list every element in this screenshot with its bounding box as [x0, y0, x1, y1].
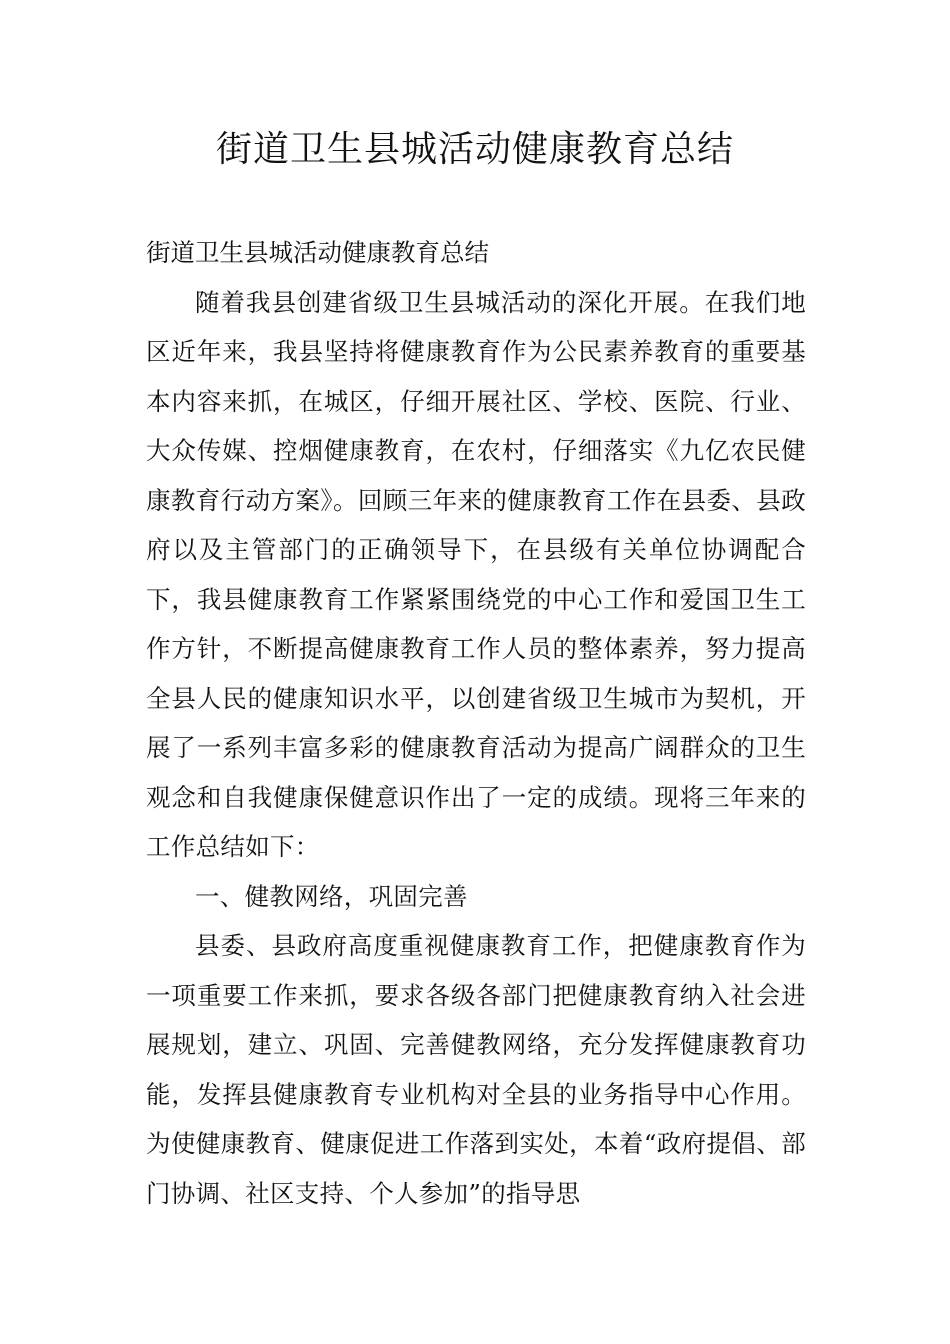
document-subtitle: 街道卫生县城活动健康教育总结	[146, 238, 489, 267]
paragraph-intro: 随着我县创建省级卫生县城活动的深化开展。在我们地区近年来，我县坚持将健康教育作为公民素养教育的重要基本内容来抓，在城区，仔细开展社区、学校、医院、行业、大众传媒、控烟健康教育，在农村，仔细落实《九亿农民健康教育行动方案》。回顾三年来的健康教育工作在县委、县政府以及主管部门的正确领导下，在县级有关单位协调配合下，我县健康教育工作紧紧围绕党的中心工作和爱国卫生工作方针，不断提高健康教育工作人员的整体素养，努力提高全县人民的健康知识水平，以创建省级卫生城市为契机，开展了一系列丰富多彩的健康教育活动为提高广阔群众的卫生观念和自我健康保健意识作出了一定的成绩。现将三年来的工作总结如下：	[146, 287, 806, 861]
section-heading-1: 一、健教网络，巩固完善	[195, 881, 468, 911]
document-body	[146, 228, 806, 1218]
paragraph-section-1: 县委、县政府高度重视健康教育工作，把健康教育作为一项重要工作来抓，要求各级各部门把健康教育纳入社会进展规划，建立、巩固、完善健教网络，充分发挥健康教育功能，发挥县健康教育专业机构对全县的业务指导中心作用。为使健康教育、健康促进工作落到实处，本着“政府提倡、部门协调、社区支持、个人参加”的指导思	[146, 931, 806, 1208]
document-title: 街道卫生县城活动健康教育总结	[215, 129, 734, 170]
